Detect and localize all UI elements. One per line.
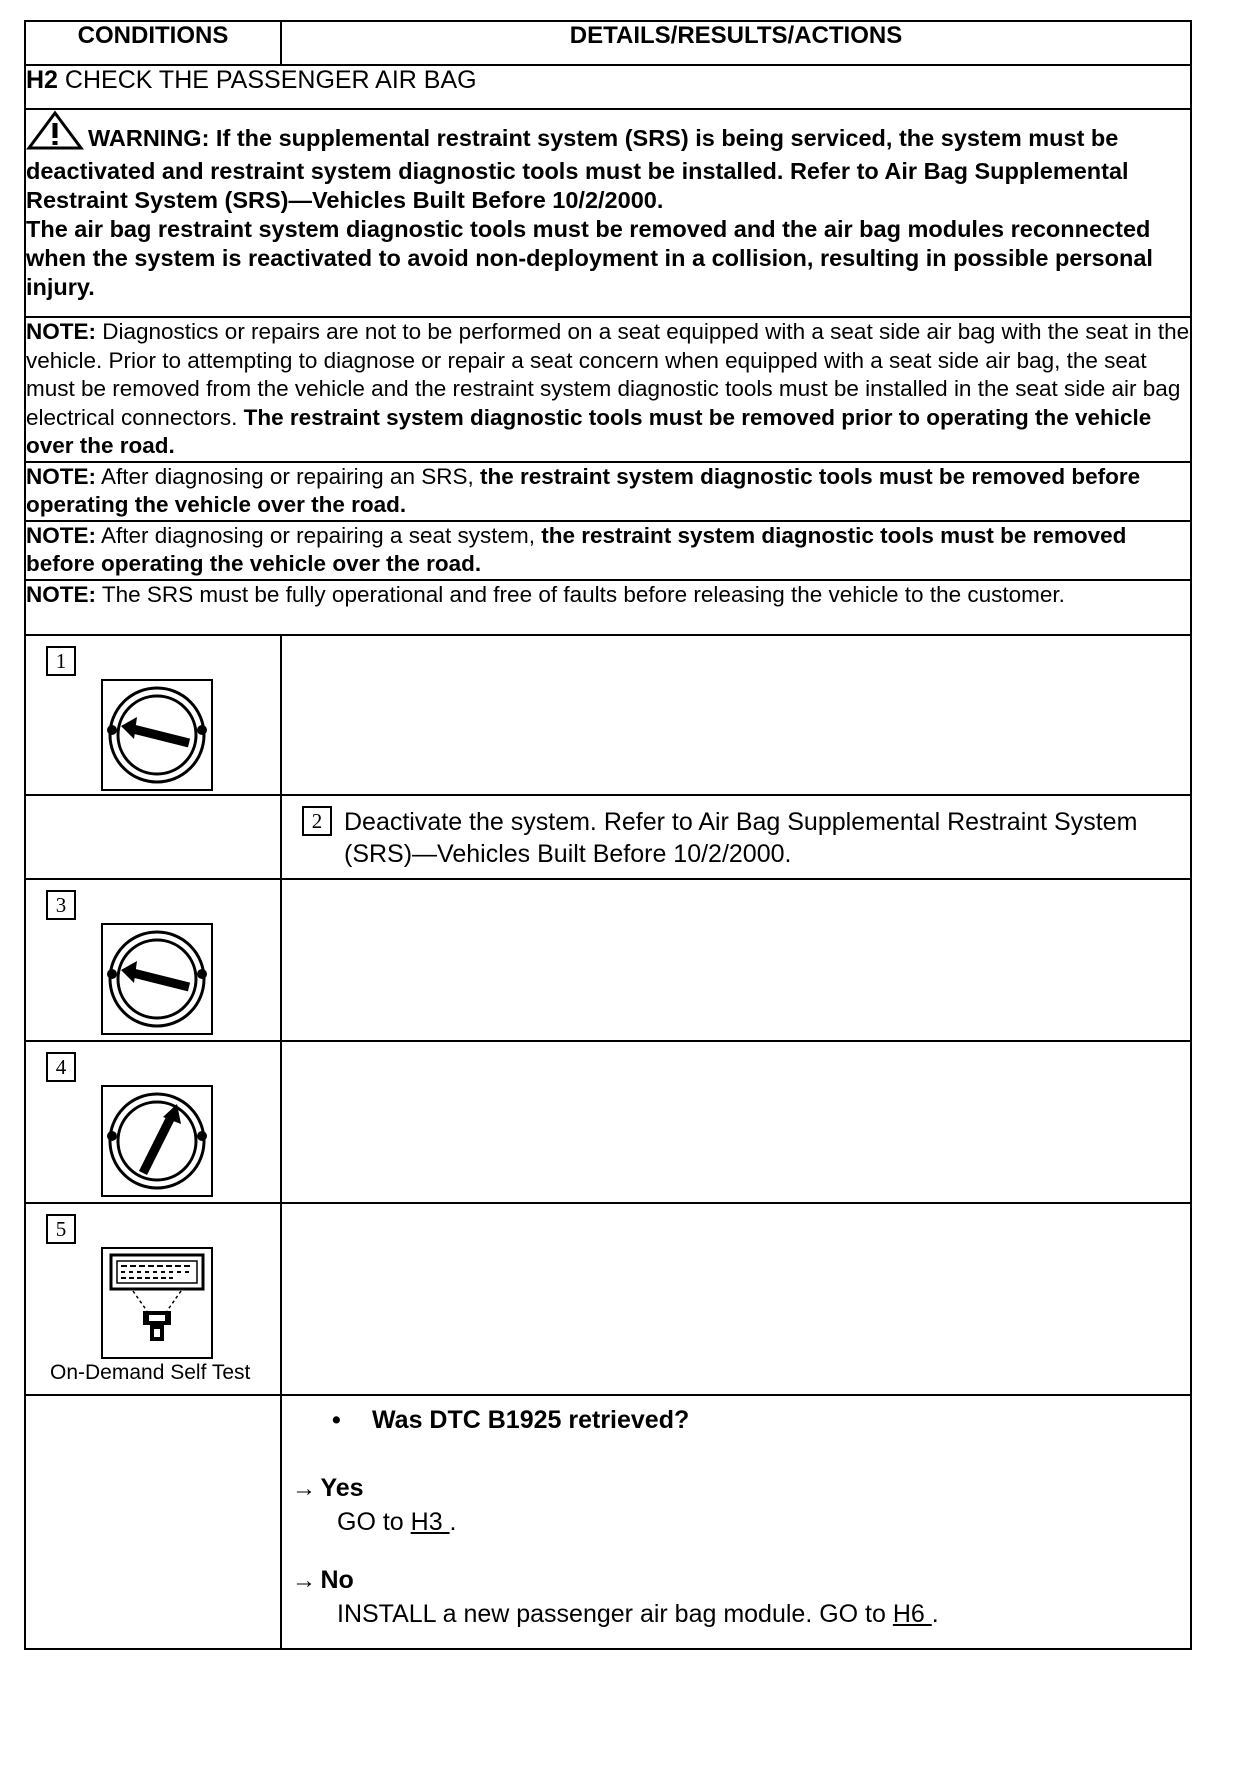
no-action-text: INSTALL a new passenger air bag module. GO to	[337, 1599, 893, 1628]
test-step-title-text: CHECK THE PASSENGER AIR BAG	[57, 66, 477, 94]
note-text: The SRS must be fully operational and free of faults before releasing the vehicle to the customer.	[96, 581, 1065, 607]
step-number: 1	[46, 646, 76, 676]
conditions-header: CONDITIONS	[25, 21, 281, 65]
step-row	[25, 635, 1191, 795]
step-number: 2	[302, 806, 332, 836]
step-2-action-text: Deactivate the system. Refer to Air Bag Supplemental Restraint System (SRS)—Vehicles Built Before 10/2/2000.	[344, 807, 1138, 868]
step-1-conditions	[25, 635, 281, 795]
arrow-right-icon: →	[292, 1566, 316, 1594]
note-row	[25, 462, 1191, 521]
step-5-conditions	[25, 1203, 281, 1395]
test-step-title	[25, 65, 1191, 109]
step-5-details	[281, 1203, 1191, 1395]
goto-h6-link[interactable]: H6	[892, 1599, 932, 1628]
note-text: After diagnosing or repairing an SRS,	[96, 463, 480, 489]
step-number: 5	[46, 1214, 76, 1244]
step-3-conditions	[25, 879, 281, 1041]
title-row	[25, 65, 1191, 109]
note-text: Diagnostics or repairs are not to be performed on a seat equipped with a seat side air bag with the seat in the vehicle. Prior to attempting to diagnose or repair a seat concern when equipped with a seat side air bag, the seat must be removed from the vehicle and the restraint system diagnostic tools must be installed in the seat side air bag electrical connectors.	[26, 319, 1190, 430]
step-5-caption: On-Demand Self Test	[50, 1360, 251, 1384]
step-row	[25, 879, 1191, 1041]
step-4-details	[281, 1041, 1191, 1203]
question-row	[25, 1395, 1191, 1649]
warning-triangle-icon	[26, 110, 84, 157]
step-3-details	[281, 879, 1191, 1041]
yes-action-suffix: .	[449, 1507, 457, 1536]
bullet-icon: •	[332, 1405, 341, 1434]
ignition-key-off-icon	[101, 923, 213, 1035]
details-header: DETAILS/RESULTS/ACTIONS	[281, 21, 1191, 65]
header-row	[25, 21, 1191, 65]
no-action-suffix: .	[931, 1599, 939, 1628]
warning-block	[25, 109, 1191, 317]
note-2	[25, 462, 1191, 521]
note-row	[25, 521, 1191, 580]
note-label: NOTE:	[26, 319, 96, 344]
note-label: NOTE:	[26, 522, 96, 548]
diagnostic-table-document	[24, 20, 1190, 1650]
note-label: NOTE:	[26, 463, 96, 489]
step-number: 4	[46, 1052, 76, 1082]
note-row	[25, 317, 1191, 462]
no-label: No	[320, 1565, 354, 1594]
arrow-right-icon: →	[292, 1474, 316, 1502]
note-bold-text: The restraint system diagnostic tools must be removed prior to operating the vehicle over the road.	[26, 404, 1152, 458]
note-3	[25, 521, 1191, 580]
step-row	[25, 795, 1191, 879]
yes-label: Yes	[320, 1473, 364, 1502]
scan-tool-icon	[101, 1247, 213, 1359]
yes-response	[292, 1474, 364, 1503]
step-4-conditions	[25, 1041, 281, 1203]
ignition-key-on-icon	[101, 1085, 213, 1197]
question-text: Was DTC B1925 retrieved?	[372, 1405, 690, 1434]
note-bold-text: the restraint system diagnostic tools must be removed before operating the vehicle over the road.	[26, 463, 1141, 517]
note-bold-text: the restraint system diagnostic tools must be removed before operating the vehicle over the road.	[26, 522, 1127, 576]
note-label: NOTE:	[26, 581, 96, 607]
step-number: 3	[46, 890, 76, 920]
warning-text-2: The air bag restraint system diagnostic tools must be removed and the air bag modules reconnected when the system is reactivated to avoid non-deployment in a collision, resulting in possible personal injury.	[26, 216, 1153, 300]
yes-action	[337, 1508, 457, 1537]
note-1	[25, 317, 1191, 462]
step-row	[25, 1203, 1191, 1395]
question-conditions	[25, 1395, 281, 1649]
diagnostic-table	[24, 20, 1192, 1650]
step-1-details	[281, 635, 1191, 795]
warning-row	[25, 109, 1191, 317]
note-4	[25, 580, 1191, 635]
note-row	[25, 580, 1191, 635]
note-text: After diagnosing or repairing a seat system,	[96, 522, 542, 548]
no-action	[337, 1600, 939, 1629]
step-2-conditions	[25, 795, 281, 879]
yes-action-text: GO to	[337, 1507, 411, 1536]
step-2-details	[281, 795, 1191, 879]
question-details	[281, 1395, 1191, 1649]
no-response	[292, 1566, 354, 1595]
test-step-code: H2	[26, 66, 58, 94]
step-row	[25, 1041, 1191, 1203]
ignition-key-off-icon	[101, 679, 213, 791]
warning-text: WARNING: If the supplemental restraint system (SRS) is being serviced, the system must be deactivated and restraint system diagnostic tools must be installed. Refer to Air Bag Supplemental Restraint System (SRS)—Vehicles Built Before 10/2/2000.	[26, 125, 1129, 213]
question	[332, 1406, 689, 1435]
goto-h3-link[interactable]: H3	[410, 1507, 450, 1536]
